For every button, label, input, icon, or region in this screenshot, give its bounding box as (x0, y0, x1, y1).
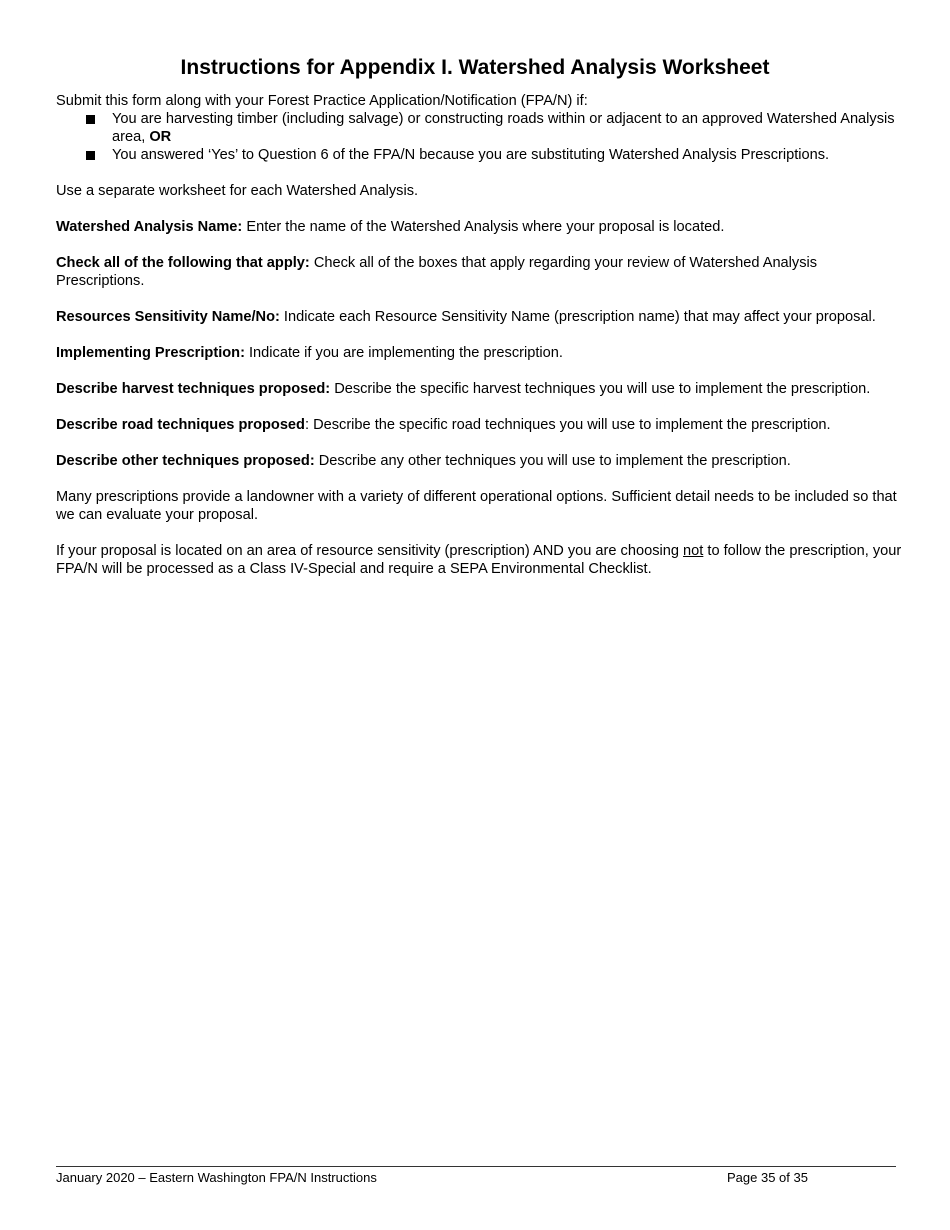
bullet-text: You answered ‘Yes’ to Question 6 of the FPA/N because you are substituting Watershed Analysis Prescriptions. (112, 147, 830, 163)
field-other-techniques (56, 452, 906, 470)
list-item (56, 110, 906, 146)
bullet-text: You are harvesting timber (including salvage) or constructing roads within or adjacent to an approved Watershed Analysis area, (112, 111, 895, 145)
field-watershed-name (56, 218, 906, 236)
field-harvest-techniques (56, 380, 906, 398)
field-description: Describe any other techniques you will use to implement the prescription. (318, 453, 791, 469)
intro-text: Submit this form along with your Forest Practice Application/Notification (FPA/N) if: (56, 93, 588, 109)
footer-page-number: Page 35 of 35 (727, 1170, 808, 1185)
field-road-techniques (56, 416, 906, 434)
field-resources-sensitivity (56, 308, 906, 326)
page-title: Instructions for Appendix I. Watershed Analysis Worksheet (180, 56, 770, 79)
field-label: Check all of the following that apply: (56, 255, 310, 271)
instructions-body (56, 92, 906, 596)
field-label: Watershed Analysis Name: (56, 219, 243, 235)
sensitivity-note-after: to follow the prescription, your FPA/N will be processed as a Class IV-Special and require a SEPA Environmental Checklist. (56, 543, 902, 577)
field-label: Implementing Prescription: (56, 345, 245, 361)
field-description: Enter the name of the Watershed Analysis where your proposal is located. (246, 219, 725, 235)
sensitivity-note-before: If your proposal is located on an area of resource sensitivity (prescription) AND you are choosing (56, 543, 679, 559)
field-description: Check all of the boxes that apply regarding your review of Watershed Analysis Prescriptions. (56, 255, 818, 289)
many-prescriptions-note: Many prescriptions provide a landowner with a variety of different operational options. Sufficient detail needs to be included so that we can evaluate your proposal. (56, 489, 897, 523)
field-description: Describe the specific harvest techniques you will use to implement the prescription. (334, 381, 871, 397)
condition-list (56, 110, 906, 164)
field-description: : Describe the specific road techniques you will use to implement the prescription. (304, 417, 831, 433)
square-bullet-icon (86, 115, 95, 124)
field-label: Resources Sensitivity Name/No: (56, 309, 280, 325)
separate-worksheet-note: Use a separate worksheet for each Watershed Analysis. (56, 183, 419, 199)
field-check-all (56, 254, 906, 290)
field-description: Indicate each Resource Sensitivity Name (prescription name) that may affect your proposal. (283, 309, 876, 325)
bullet-or-emphasis: OR (149, 129, 172, 145)
footer-document-title: January 2020 – Eastern Washington FPA/N Instructions (56, 1170, 377, 1185)
square-bullet-icon (86, 151, 95, 160)
footer-divider (56, 1166, 896, 1167)
field-label: Describe harvest techniques proposed: (56, 381, 331, 397)
field-label: Describe other techniques proposed: (56, 453, 315, 469)
field-label: Describe road techniques proposed (56, 417, 305, 433)
sensitivity-note-emphasis: not (683, 543, 704, 559)
sensitivity-note (56, 542, 906, 578)
list-item (56, 146, 906, 164)
field-implementing-prescription (56, 344, 906, 362)
field-description: Indicate if you are implementing the prescription. (249, 345, 563, 361)
